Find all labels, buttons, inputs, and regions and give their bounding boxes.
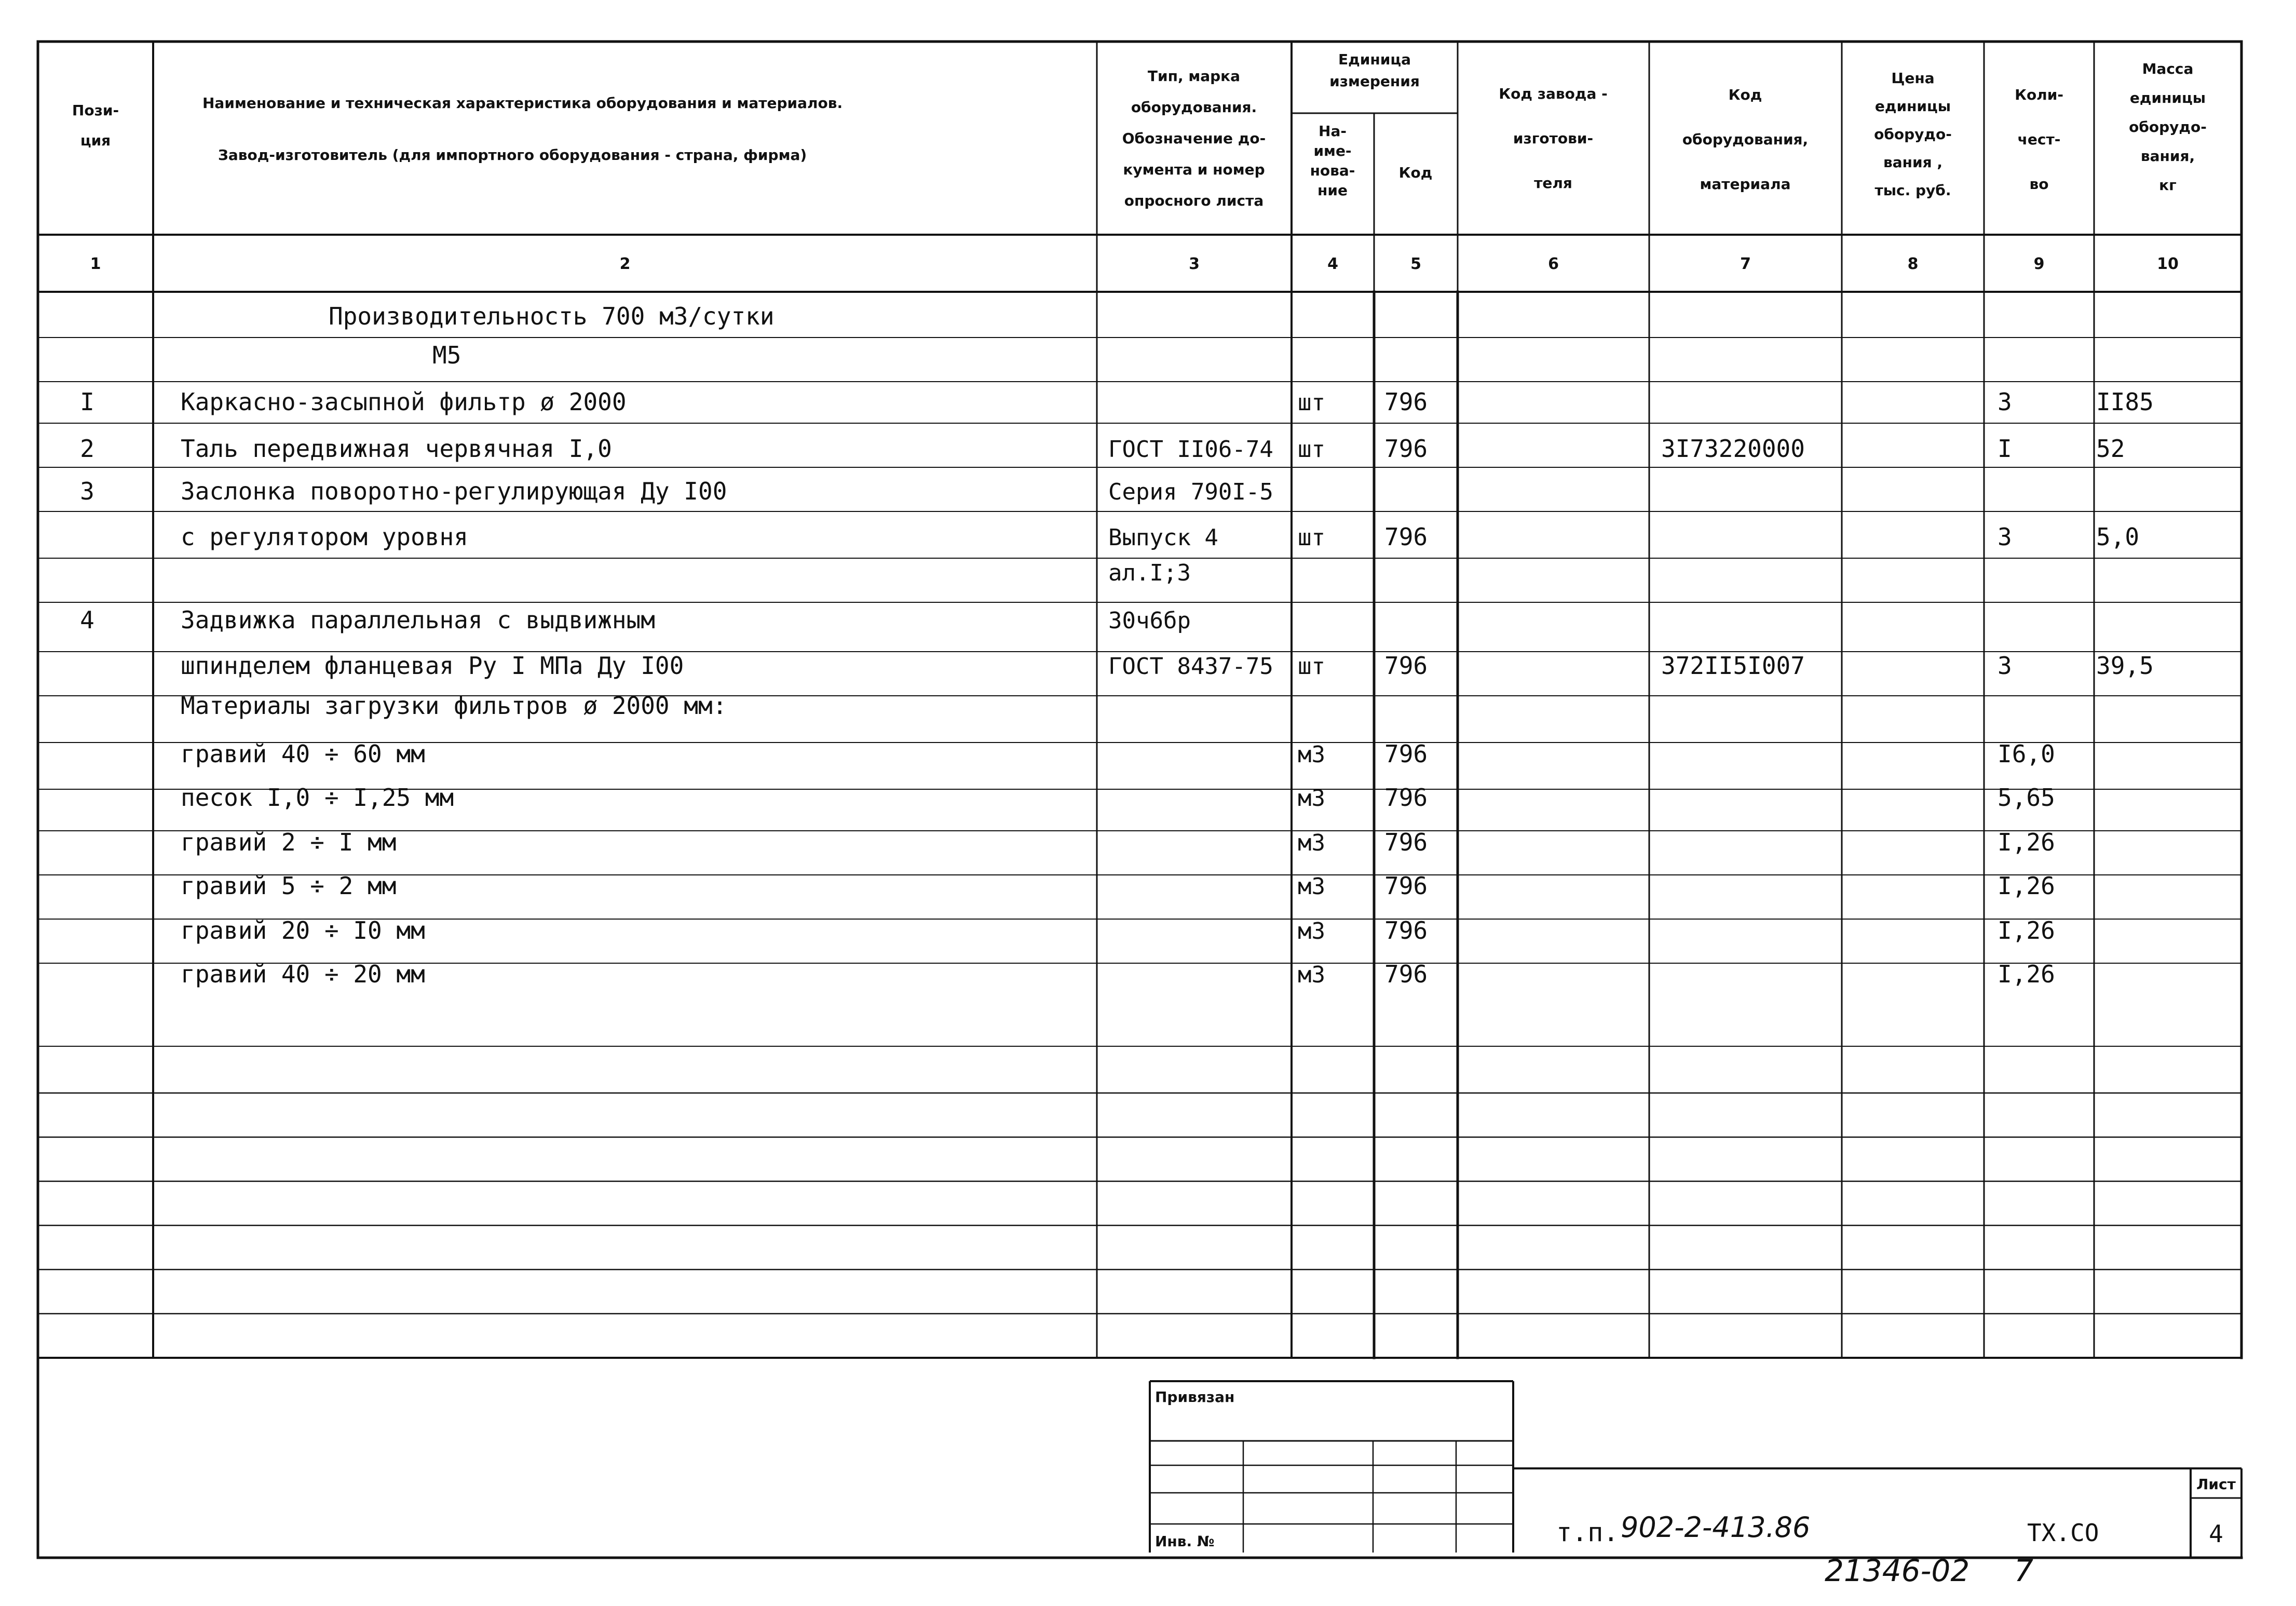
cell-name: шпинделем фланцевая Ру I МПа Ду I00 [181, 652, 684, 680]
header-col6-line: теля [1534, 174, 1572, 192]
table-row [181, 740, 2055, 768]
table-row [181, 652, 2154, 680]
header-col9-line: Коли- [2015, 86, 2063, 103]
cell-code: 796 [1384, 784, 1428, 812]
header-col6-line: Код завода - [1499, 85, 1608, 102]
document-number: 902-2-413.86 [1621, 1511, 1811, 1544]
table-row [1108, 560, 1191, 586]
cell-unit: м3 [1298, 918, 1325, 944]
cell-name: гравий 40 ÷ 60 мм [181, 740, 425, 768]
table-row [329, 302, 775, 330]
header-col3-line: опросного листа [1124, 192, 1264, 209]
header-col10-line: Масса [2142, 60, 2194, 77]
table-row [80, 477, 1273, 505]
cell-qty: I,26 [1998, 916, 2055, 944]
header-col2-line: Завод-изготовитель (для импортного оборудования - страна, фирма) [218, 146, 807, 164]
cell-name: гравий 2 ÷ I мм [181, 828, 397, 856]
cell-qty: 5,65 [1998, 784, 2055, 812]
cell-mass: 39,5 [2096, 652, 2154, 680]
cell-pos: 3 [80, 477, 94, 505]
header-col6-line: изготови- [1513, 130, 1594, 147]
header-col2-line: Наименование и техническая характеристика оборудования и материалов. [202, 95, 843, 112]
header-col3-line: кумента и номер [1123, 161, 1265, 178]
cell-qty: I6,0 [1998, 740, 2055, 768]
table-header [72, 51, 2207, 209]
cell-qty: I,26 [1998, 872, 2055, 900]
cell-unit: м3 [1298, 873, 1325, 900]
table-row [80, 388, 2154, 416]
table-row [181, 828, 2055, 856]
cell-name: гравий 20 ÷ I0 мм [181, 916, 425, 944]
column-number-9: 9 [2033, 255, 2045, 273]
cell-code: 796 [1384, 435, 1428, 463]
sheet-label: Лист [2196, 1476, 2236, 1493]
header-col8-line: оборудо- [1874, 126, 1952, 143]
cell-type: ал.I;3 [1108, 560, 1191, 586]
cell-type: Серия 790I-5 [1108, 479, 1273, 505]
cell-pos: 2 [80, 435, 94, 463]
table-body [80, 302, 2154, 988]
header-col4-line: На- [1319, 123, 1347, 140]
cell-name: Заслонка поворотно-регулирующая Ду I00 [181, 477, 727, 505]
sheet-number: 4 [2209, 1520, 2223, 1548]
cell-name: Производительность 700 м3/сутки [329, 302, 775, 330]
header-col10-line: единицы [2129, 89, 2206, 106]
cell-code: 796 [1384, 960, 1428, 988]
header-col45-line: измерения [1329, 73, 1420, 90]
column-number-3: 3 [1189, 255, 1200, 273]
table-row [181, 523, 2139, 551]
cell-unit: м3 [1298, 741, 1325, 768]
header-col45-line: Единица [1338, 51, 1411, 68]
cell-code: 796 [1384, 652, 1428, 680]
cell-mass: 5,0 [2096, 523, 2140, 551]
header-col10-line: вания, [2140, 147, 2195, 165]
cell-name: Таль передвижная червячная I,0 [181, 435, 612, 463]
column-number-4: 4 [1327, 255, 1338, 273]
cell-unit: шт [1298, 524, 1325, 551]
archive-number: 21346-02 [1825, 1553, 1970, 1588]
cell-type: Выпуск 4 [1108, 524, 1218, 551]
header-col8-line: единицы [1874, 98, 1951, 115]
header-col7-line: материала [1700, 176, 1791, 193]
cell-type: ГОСТ 8437-75 [1108, 653, 1273, 680]
cell-code: 796 [1384, 740, 1428, 768]
cell-mass: II85 [2096, 388, 2154, 416]
cell-qty: 3 [1998, 523, 2012, 551]
header-col8-line: тыс. руб. [1874, 182, 1951, 199]
cell-type: 30ч6бр [1108, 608, 1191, 634]
stamp-privyazan-label: Привязан [1155, 1388, 1235, 1406]
cell-pos: 4 [80, 606, 94, 634]
document-prefix: т.п. [1556, 1517, 1619, 1547]
cell-pos: I [80, 388, 94, 416]
cell-name: гравий 5 ÷ 2 мм [181, 872, 397, 900]
header-col8-line: Цена [1891, 70, 1935, 87]
header-col9-line: во [2029, 176, 2049, 193]
cell-unit: шт [1298, 653, 1325, 680]
column-number-7: 7 [1740, 255, 1751, 273]
table-row [181, 872, 2055, 900]
column-number-2: 2 [619, 255, 631, 273]
column-number-10: 10 [2157, 255, 2179, 273]
cell-qty: I,26 [1998, 828, 2055, 856]
cell-qty: I,26 [1998, 960, 2055, 988]
cell-qty: 3 [1998, 388, 2012, 416]
column-number-6: 6 [1548, 255, 1559, 273]
cell-name: Задвижка параллельная с выдвижным [181, 606, 655, 634]
cell-name: песок I,0 ÷ I,25 мм [181, 784, 454, 812]
column-numbers-row [90, 255, 2179, 273]
table-row [181, 960, 2055, 988]
cell-unit: м3 [1298, 785, 1325, 812]
column-number-5: 5 [1410, 255, 1421, 273]
table-row [181, 692, 727, 720]
table-row [181, 916, 2055, 944]
header-col10-line: кг [2159, 177, 2177, 194]
column-number-8: 8 [1907, 255, 1919, 273]
cell-unit: м3 [1298, 830, 1325, 856]
cell-code: 796 [1384, 872, 1428, 900]
cell-name: гравий 40 ÷ 20 мм [181, 960, 425, 988]
header-col1-line: ция [80, 132, 111, 149]
header-col8-line: вания , [1883, 154, 1942, 171]
header-col5-line: Код [1398, 164, 1433, 181]
cell-name: М5 [432, 341, 461, 369]
cell-name: Каркасно-засыпной фильтр ø 2000 [181, 388, 627, 416]
stamp-inv-no-label: Инв. № [1155, 1533, 1215, 1550]
cell-unit: м3 [1298, 962, 1325, 988]
header-col10-line: оборудо- [2129, 118, 2207, 136]
document-code: ТХ.СО [2027, 1519, 2099, 1547]
cell-eqcode: 372II5I007 [1661, 652, 1805, 680]
cell-code: 796 [1384, 828, 1428, 856]
header-col7-line: Код [1728, 86, 1762, 103]
header-col4-line: нова- [1310, 162, 1355, 179]
table-row [181, 784, 2055, 812]
header-col3-line: Тип, марка [1147, 68, 1241, 85]
cell-unit: шт [1298, 389, 1325, 416]
table-row [432, 341, 461, 369]
cell-name: Материалы загрузки фильтров ø 2000 мм: [181, 692, 727, 720]
cell-code: 796 [1384, 388, 1428, 416]
header-col7-line: оборудования, [1682, 131, 1809, 148]
cell-type: ГОСТ II06-74 [1108, 436, 1273, 463]
column-number-1: 1 [90, 255, 101, 273]
cell-code: 796 [1384, 523, 1428, 551]
header-col3-line: оборудования. [1131, 99, 1257, 116]
cell-eqcode: 3I73220000 [1661, 435, 1805, 463]
archive-sheet-number: 7 [2014, 1553, 2033, 1588]
header-col1-line: Пози- [72, 102, 119, 119]
cell-qty: I [1998, 435, 2012, 463]
cell-unit: шт [1298, 436, 1325, 463]
table-row [80, 606, 1191, 634]
cell-mass: 52 [2096, 435, 2125, 463]
header-col4-line: име- [1313, 142, 1352, 159]
header-col3-line: Обозначение до- [1122, 130, 1266, 147]
cell-name: с регулятором уровня [181, 523, 468, 551]
table-row [80, 435, 2125, 463]
cell-qty: 3 [1998, 652, 2012, 680]
header-col4-line: ние [1317, 182, 1348, 199]
header-col9-line: чест- [2017, 131, 2061, 148]
cell-code: 796 [1384, 916, 1428, 944]
